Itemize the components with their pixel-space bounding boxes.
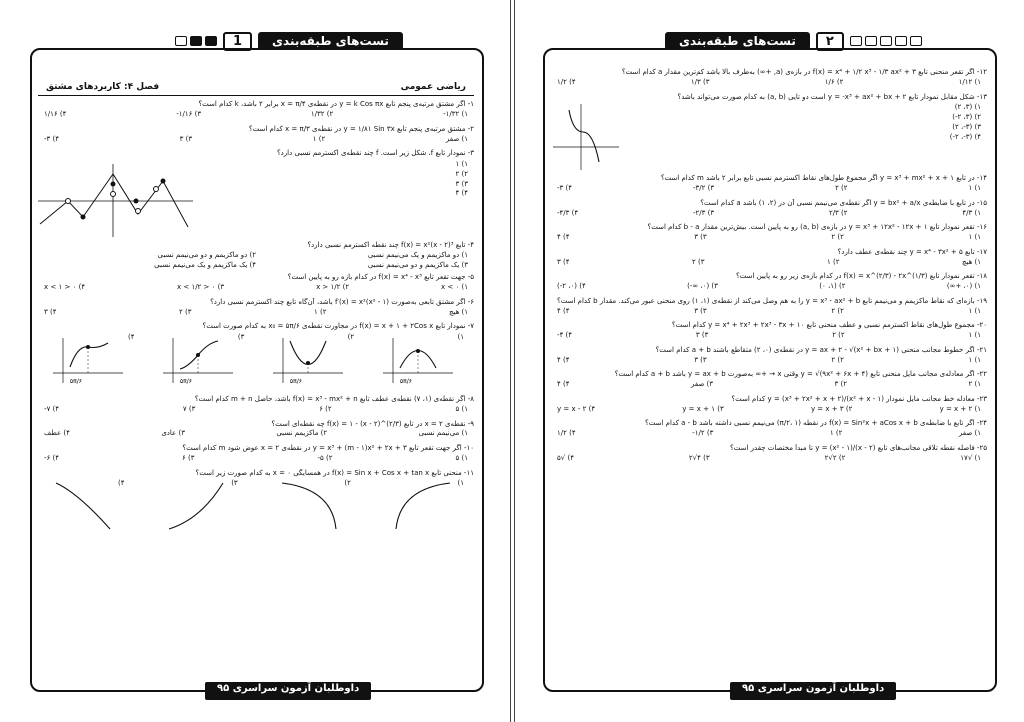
option[interactable]: ۳) ۱/۱۶- [176, 110, 202, 118]
option[interactable]: ۴) یک ماکزیمم و یک می‌نیمم نسبی [154, 260, 256, 269]
option[interactable]: ۲) ۶ [319, 404, 332, 413]
option[interactable]: ۱) ۱ [968, 184, 981, 192]
options-10 [38, 454, 474, 463]
option[interactable] [388, 479, 465, 533]
option[interactable]: ۲) (۱، ۰) [819, 282, 846, 290]
question-23: ۲۳- معادله خط مجانب مایل نمودار y = (x³ + ۲x² + x + ۲)/(x² + x - ۱) کدام است؟ [731, 394, 987, 403]
option[interactable]: ۳) ۰ < x < ۱/۲ [176, 283, 225, 291]
option[interactable]: ۳) یک ماکزیمم و دو می‌نیمم نسبی [367, 260, 468, 269]
question-7: ۷- نمودار تابع f(x) = x + ۱ + ۲Cos x در مجاورت نقطه‌ی x₀ = ۵π/۶ به کدام صورت است؟ [202, 322, 474, 331]
option-label: ۳) [231, 479, 238, 488]
q3-body [38, 159, 474, 239]
option[interactable]: ۱) ۱/۱۲ [958, 77, 981, 86]
option[interactable]: ۱) √۱۷ [960, 453, 981, 462]
option[interactable]: ۱) (۰، +∞) [946, 282, 981, 290]
option-label: ۱) [457, 479, 464, 488]
option[interactable]: ۳) ۳/۲- [692, 184, 715, 192]
option[interactable]: ۳) ۳ [694, 306, 707, 315]
option[interactable]: ۳) ۳ [455, 179, 468, 188]
option[interactable]: ۱) دو ماکزیمم و یک می‌نیمم نسبی [367, 250, 468, 259]
option[interactable]: ۲) ۲ [835, 184, 848, 192]
question-3: ۳- نمودار تابع f، شکل زیر است. f چند نقطه‌ی اکسترمم نسبی دارد؟ [276, 149, 474, 158]
option[interactable]: ۴) عطف [44, 429, 70, 438]
option[interactable]: ۴) ۴ [557, 355, 570, 364]
option[interactable]: ۳) ۲ [178, 307, 192, 316]
option[interactable]: ۴) ۶- [44, 453, 60, 462]
option-curve-2 [274, 479, 344, 533]
question-12: ۱۲- اگر تقعر منحنی تابع f(x) = x⁴ + ۱/۲ x³ - ۱/۳ ax² + ۳ در بازه‌ی (a, +∞) به‌طرف بالا باشد کم‌ترین مقدار a کدام است؟ [621, 68, 987, 76]
options-5 [38, 283, 474, 292]
question-16: ۱۶- تقعر نمودار تابع y = x³ + ۱۲x² - ۱۲x + ۱ در بازه‌ی (a, b) رو به پایین است. بیش‌ترین مقدار b - a کدام است؟ [647, 223, 987, 232]
option-label: ۴) [118, 479, 125, 488]
option[interactable]: ۱) ۵ [455, 404, 468, 413]
option[interactable]: ۳) (۰، ∞-) [687, 282, 718, 290]
options-7 [38, 333, 474, 389]
options-3 [456, 159, 475, 199]
question-22: ۲۲- اگر معادله‌ی مجانب مایل منحنی تابع y = √(۹x² + ۶x + ۴) وقتی x → +∞ به‌صورت y = ax + b باشد a + b کدام است؟ [614, 370, 987, 379]
option[interactable]: ۴) ۴- [557, 331, 573, 339]
options-11 [38, 479, 474, 533]
options-8 [38, 405, 474, 414]
question-13: ۱۳- شکل مقابل نمودار تابع y = -x³ + ax² + bx + ۲ است دو تایی (a, b) به کدام صورت می‌تواند باشد؟ [677, 92, 987, 101]
options-1 [38, 110, 474, 119]
option[interactable]: ۲) (۳، ۲-) [952, 113, 981, 121]
page-footer: داوطلبان آزمون سراسری ۹۵ [205, 682, 371, 700]
question-20: ۲۰- مجموع طول‌های نقاط اکسترمم نسبی و عطف منحنی تابع y = x⁴ + ۲x³ + ۲x³ - ۳x + ۱۰ کدام است؟ [671, 321, 987, 330]
option[interactable]: ۴) ۴ [557, 380, 570, 388]
option[interactable]: ۴) ۳ [557, 257, 570, 266]
question-15: ۱۵- در تابع با ضابطه‌ی y = bx² + a/x اگر نقطه‌ی می‌نیمم نسبی آن در (۲، ۱) باشد a کدام است؟ [700, 198, 987, 207]
option[interactable]: ۲) ۲ [831, 306, 844, 315]
options-15 [551, 209, 987, 218]
options-25 [551, 454, 987, 463]
option[interactable]: ۲) ۲/۳ [828, 208, 848, 217]
option[interactable]: ۲) ۱ [312, 134, 326, 143]
option[interactable]: ۲) ۱/۳۲ [310, 110, 334, 118]
question-5: ۵- جهت تقعر تابع f(x) = x⁴ - x³ در کدام بازه رو به پایین است؟ [287, 273, 474, 282]
options-14 [551, 184, 987, 193]
option[interactable]: ۲) y = x + ۳ [810, 404, 853, 413]
option[interactable] [378, 333, 465, 389]
option[interactable]: ۴) (۰، ۲-) [557, 282, 586, 290]
option[interactable]: ۳) ۳ [179, 134, 193, 143]
options-6 [38, 308, 474, 317]
options-16 [551, 233, 987, 242]
question-2: ۲- مشتق مرتبه‌ی پنجم تابع y = ۱/۸۱ Sin ۳x در نقطه‌ی x = π/۳ کدام است؟ [248, 124, 474, 133]
option[interactable]: ۱) ۱ [968, 306, 981, 315]
options-23 [551, 405, 987, 414]
page-1 [0, 0, 511, 722]
option[interactable]: ۳) عادی [161, 429, 185, 438]
options-17 [551, 258, 987, 267]
question-21: ۲۱- اگر خطوط مجانب منحنی y = ax + ۲ - √(x² + bx + ۱) در نقطه‌ی (۰، ۲) متقاطع باشند a + b کدام است؟ [655, 345, 987, 354]
option[interactable]: ۱) صفر [958, 429, 981, 437]
options-18 [551, 282, 987, 291]
option[interactable]: ۴) ۴ [557, 233, 570, 241]
option[interactable]: ۲) ۱ [826, 257, 840, 266]
question-14: ۱۴- در تابع y = x³ + mx² + x + ۱ اگر مجموع طول‌های نقاط اکسترمم نسبی تابع برابر ۲ باشد m کدام است؟ [660, 174, 987, 183]
option[interactable]: ۱) صفر [445, 134, 468, 143]
chapter-title: فصل ۴: کاربردهای مشتق [46, 82, 160, 92]
option[interactable]: ۳) ۳ [695, 331, 709, 339]
option[interactable]: ۱) y = x + ۲ [939, 404, 981, 413]
option[interactable]: ۱) هیچ [961, 257, 981, 266]
options-22 [551, 380, 987, 389]
q13-body [551, 102, 987, 172]
page-number: ۲ [816, 32, 844, 51]
option[interactable]: ۳) ۳ [694, 355, 707, 364]
fig-label: ۵π/۶ [399, 378, 412, 385]
question-18: ۱۸- تقعر نمودار تابع f(x) = x^(۲/۳) - ۲x^(۱/۳) در کدام بازه‌ی زیر رو به پایین است؟ [735, 272, 987, 281]
option[interactable]: ۱) ۱ [968, 233, 981, 241]
options-4 [38, 251, 474, 270]
option[interactable]: ۴) ۱/۲ [557, 77, 576, 86]
option[interactable]: ۲) ۲ [832, 331, 845, 339]
option[interactable]: ۲) ۳ [834, 380, 848, 388]
page-footer: داوطلبان آزمون سراسری ۹۵ [730, 682, 896, 700]
question-8: ۸- اگر نقطه‌ی (۱، ۷) نقطه‌ی عطف تابع f(x) = x³ - mx² + n باشد، حاصل m + n کدام است؟ [194, 395, 474, 403]
question-1: ۱- اگر مشتق مرتبه‌ی پنجم تابع y = k Cos πx در نقطه‌ی x = π/۴ برابر ۲ باشد، k کدام است؟ [198, 100, 474, 109]
option-curve-4 [48, 479, 118, 533]
option[interactable]: ۱) هیچ [448, 307, 468, 316]
option[interactable]: ۱) ۴/۳ [962, 208, 981, 217]
option[interactable]: ۴) ۳ [44, 307, 57, 316]
fig-label: ۵π/۶ [179, 378, 192, 385]
option-graph-cup [268, 333, 348, 389]
option[interactable]: ۲) x > ۱/۲ [316, 283, 350, 291]
option[interactable]: ۲) دو ماکزیمم و دو می‌نیمم نسبی [157, 250, 256, 259]
option-label: ۱) [457, 333, 464, 341]
option[interactable]: ۱) ۵ [455, 453, 468, 462]
option[interactable]: ۲) ۲ [455, 169, 468, 178]
options-20 [551, 331, 987, 340]
header-title: تست‌های طبقه‌بندی [258, 32, 403, 50]
q13-graph-figure [551, 102, 621, 172]
question-9: ۹- نقطه‌ی x = ۲ در تابع f(x) = ۱ - (x - ۲)^(۲/۳) چه نقطه‌ای است؟ [271, 419, 474, 428]
option-curve-3 [161, 479, 231, 533]
option[interactable] [48, 479, 125, 533]
option-graph-inflect-up [158, 333, 238, 389]
option[interactable]: ۲) ۵- [317, 453, 333, 462]
option[interactable] [274, 479, 351, 533]
option[interactable]: ۳) ۱/۳ [690, 77, 710, 86]
option[interactable]: ۱) (۳، ۲) [954, 103, 981, 112]
option[interactable]: ۳) ۲ [691, 257, 705, 266]
option[interactable]: ۱) ۲ [968, 380, 981, 388]
option[interactable] [158, 333, 245, 389]
option-label: ۲) [347, 333, 355, 341]
option[interactable] [161, 479, 238, 533]
option[interactable] [48, 333, 135, 389]
option[interactable]: ۴) ۱/۱۶ [44, 110, 67, 118]
option[interactable]: ۴) ۱/۲ [557, 429, 576, 437]
option[interactable]: ۴) ۳- [44, 134, 60, 143]
fig-label: ۵π/۶ [289, 378, 302, 385]
option[interactable]: ۲) ۱/۶ [824, 77, 844, 86]
option[interactable]: ۳) ۴√۲ [688, 453, 710, 462]
option[interactable]: ۲) ۲ [831, 233, 844, 241]
option[interactable]: ۳) ۷ [182, 404, 196, 413]
option-curve-1 [388, 479, 458, 533]
question-6: ۶- اگر مشتق تابعی به‌صورت f′(x) = x²(x² - ۱) باشد، آن‌گاه تابع چند اکسترمم نسبی دارد؟ [210, 297, 474, 306]
options-9 [38, 429, 474, 438]
option[interactable]: ۲) ۱ [313, 307, 327, 316]
fig-label: ۵π/۶ [69, 378, 83, 385]
option[interactable]: ۳) y = x + ۱ [682, 404, 724, 413]
option[interactable]: ۴) ۳- [557, 184, 573, 192]
option[interactable]: ۱) ۱ [968, 331, 981, 339]
question-17: ۱۷- تابع y = x⁴ - ۳x² + ۵ چند نقطه‌ی عطف دارد؟ [837, 247, 987, 256]
question-10: ۱۰- اگر جهت تقعر تابع y = x³ + (m - ۱)x² + ۲x + ۳ در نقطه‌ی x = ۲ عوض شود m کدام است؟ [182, 444, 474, 452]
option[interactable]: ۴) y = x - ۲ [557, 404, 596, 413]
option[interactable]: ۴) ۴/۳- [557, 208, 579, 217]
option[interactable] [268, 333, 355, 389]
options-2 [38, 135, 474, 144]
option-graph-inflect-down [48, 333, 128, 389]
option[interactable]: ۳) صفر [690, 380, 714, 388]
section-bar [38, 80, 474, 96]
option[interactable]: ۴) ۰ < x < ۱ [44, 283, 86, 291]
section-title: ریاضی عمومی [400, 82, 466, 92]
option[interactable]: ۳) ۱/۲- [692, 429, 714, 437]
options-13 [950, 102, 987, 142]
option[interactable]: ۳) ۶ [182, 453, 195, 462]
option[interactable]: ۱) ۱ [455, 160, 468, 168]
options-12 [551, 78, 987, 87]
option-graph-cap [378, 333, 458, 389]
question-19: ۱۹- بازه‌ای که نقاط ماکزیمم و می‌نیمم تابع y = x³ - ax² + b را به هم وصل می‌کند از نقطه‌ی (۱، ۱) روی منحنی عبور می‌کند. مقدار b کدام است؟ [557, 296, 987, 305]
page-number: 1 [223, 32, 252, 51]
question-4: ۴- تابع f(x) = x²(x - ۲)³ چند نقطه اکسترمم نسبی دارد؟ [307, 241, 474, 249]
question-25: ۲۵- فاصله نقطه تلاقی مجانب‌های تابع y = (x² - ۱)/(x - ۲) تا مبدأ مختصات چقدر است؟ [730, 443, 987, 452]
option[interactable]: ۱) ۱ [968, 355, 981, 364]
question-24: ۲۴- اگر تابع با ضابطه‌ی f(x) = Sin²x + aCos x + b در نقطه (π/۲، ۱) می‌نیمم نسبی داشته باشد a - b کدام است؟ [645, 419, 987, 428]
options-21 [551, 356, 987, 365]
option[interactable]: ۴) √۵ [557, 453, 574, 462]
page-2 [514, 0, 1024, 722]
option[interactable]: ۴) (۳-، ۲-) [949, 132, 981, 141]
option-label: ۲) [344, 479, 351, 488]
option[interactable]: ۴) ۴ [557, 306, 570, 315]
option[interactable]: ۲) ۲√۲ [824, 453, 846, 462]
option[interactable]: ۱) می‌نیمم نسبی [418, 429, 468, 438]
option[interactable]: ۴) ۴ [455, 189, 468, 198]
page-content [551, 66, 987, 468]
option[interactable]: ۱) x < ۰ [441, 283, 468, 291]
header-decoration [850, 36, 922, 46]
page-content [38, 80, 474, 539]
option[interactable]: ۳) ۳ [694, 233, 707, 241]
option[interactable]: ۱) ۱/۳۲- [443, 110, 468, 118]
question-11: ۱۱- منحنی تابع f(x) = Sin x + Cos x + tan x در همسایگی x = ۰ به کدام صورت زیر است؟ [195, 468, 474, 477]
header-decoration [175, 36, 217, 46]
option[interactable]: ۲) ۱ [829, 429, 843, 437]
option[interactable]: ۳) ۲/۳- [692, 208, 715, 217]
option-label: ۴) [128, 333, 135, 341]
option[interactable]: ۴) ۷- [44, 404, 60, 413]
option[interactable]: ۳) (۳-، ۲) [952, 122, 981, 131]
q3-graph-figure [38, 159, 198, 239]
option-label: ۳) [237, 333, 245, 341]
options-19 [551, 307, 987, 316]
options-24 [551, 429, 987, 438]
option[interactable]: ۲) ۲ [831, 355, 844, 364]
option[interactable]: ۲) ماکزیمم نسبی [276, 429, 328, 438]
header-title: تست‌های طبقه‌بندی [665, 32, 810, 50]
